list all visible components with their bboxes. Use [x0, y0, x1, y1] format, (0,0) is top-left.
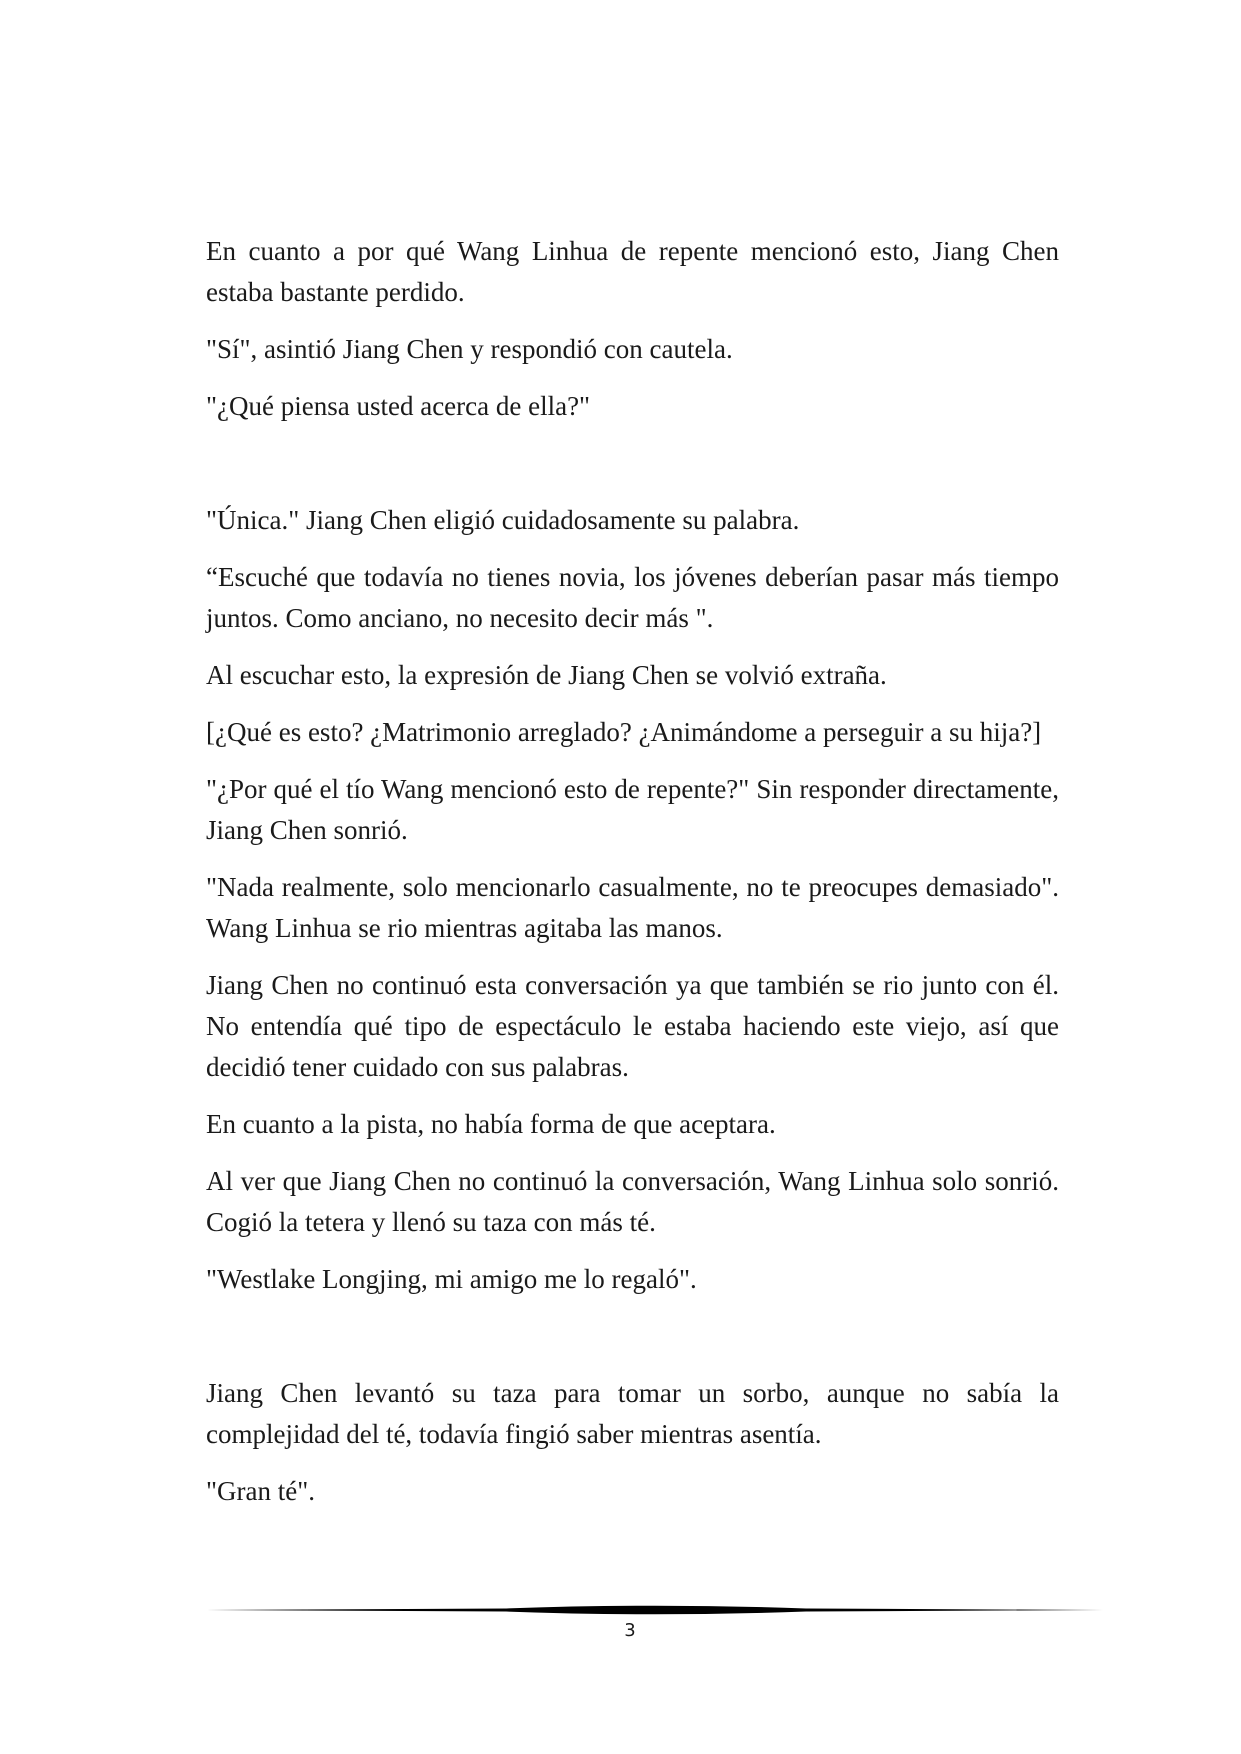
paragraph: "Westlake Longjing, mi amigo me lo regaló".	[206, 1264, 697, 1294]
paragraph-gap	[206, 1316, 1059, 1373]
paragraph: "¿Por qué el tío Wang mencionó esto de repente?" Sin responder directamente, Jiang Chen sonrió.	[206, 774, 1059, 845]
paragraph: "¿Qué piensa usted acerca de ella?"	[206, 391, 591, 421]
paragraph: Al escuchar esto, la expresión de Jiang Chen se volvió extraña.	[206, 660, 887, 690]
paragraph: "Sí", asintió Jiang Chen y respondió con cautela.	[206, 334, 733, 364]
paragraph: Jiang Chen levantó su taza para tomar un sorbo, aunque no sabía la complejidad del té, todavía fingió saber mientras asentía.	[206, 1378, 1059, 1449]
paragraph: En cuanto a por qué Wang Linhua de repente mencionó esto, Jiang Chen estaba bastante perdido.	[206, 236, 1059, 307]
paragraph: [¿Qué es esto? ¿Matrimonio arreglado? ¿Animándome a perseguir a su hija?]	[206, 717, 1042, 747]
paragraph: Jiang Chen no continuó esta conversación ya que también se rio junto con él. No entendía qué tipo de espectáculo le estaba haciendo este viejo, así que decidió tener cuidado con sus palabras.	[206, 970, 1059, 1082]
page-number: 3	[624, 1620, 636, 1641]
paragraph-gap	[206, 443, 1059, 500]
body-text	[206, 231, 1059, 1528]
paragraph: “Escuché que todavía no tienes novia, los jóvenes deberían pasar más tiempo juntos. Como anciano, no necesito decir más ".	[206, 562, 1059, 633]
footer-divider	[206, 1603, 1103, 1617]
paragraph: "Única." Jiang Chen eligió cuidadosamente su palabra.	[206, 505, 800, 535]
paragraph: "Nada realmente, solo mencionarlo casualmente, no te preocupes demasiado". Wang Linhua se rio mientras agitaba las manos.	[206, 872, 1059, 943]
paragraph: "Gran té".	[206, 1476, 316, 1506]
paragraph: Al ver que Jiang Chen no continuó la conversación, Wang Linhua solo sonrió. Cogió la tetera y llenó su taza con más té.	[206, 1166, 1059, 1237]
paragraph: En cuanto a la pista, no había forma de que aceptara.	[206, 1109, 776, 1139]
